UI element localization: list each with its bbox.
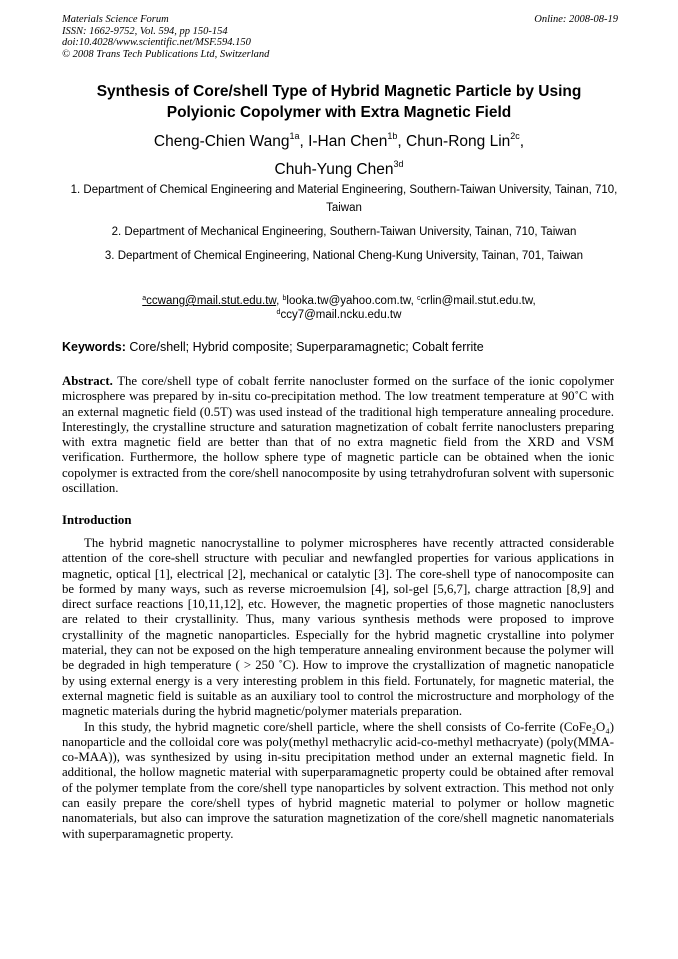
email-link[interactable]: $^a$ccwang@mail.stut.edu.tw: [142, 295, 277, 307]
online-date: Online: 2008-08-19: [534, 14, 618, 25]
paragraph: In this study, the hybrid magnetic core/shell particle, where the shell consists of Co-ferrite (CoFe₂O₄) nanoparticle and the colloidal core was poly(methyl methacrylic acid-co-methyl methacryate) (poly(MMA-co-MAA)), was synthesized by using in-situ precipitation method under an external magnetic field. In additional, the hollow magnetic material with superparamagnetic property could be obtained after removal of the polymer template from the core/shell type nanoparticles by solvent extraction. This method not only can easily prepare the core/shell types of hybrid magnetic material to polymer or hollow magnetic nanomaterials, but also can improve the saturation magnetization of the core/shell magnetic nanomaterials with superparamagnetic property.: [62, 719, 614, 841]
title-line-1: Synthesis of Core/shell Type of Hybrid Magnetic Particle by Using: [96, 83, 582, 100]
section-heading-introduction: Introduction: [62, 513, 132, 527]
journal-name: Materials Science Forum: [62, 14, 169, 25]
email-sup: d: [276, 309, 281, 316]
email-link[interactable]: looka.tw@yahoo.com.tw: [286, 295, 411, 307]
paragraph: The hybrid magnetic nanocrystalline to polymer microspheres have recently attracted considerable attention of the core-shell structure with peculiar and newfangled properties for various applications in magnetic, optical [1], electrical [2], mechanical or catalytic [3]. The core-shell type of nanocomposite can be formed by many ways, such as reverse microemulsion [4], sol-gel [5,6,7], charge attraction [8,9] and direct surface reactions [10,11,12], etc. However, the magnetic properties of those magnetic nanoclusters are related to their crystallinity. Thus, many various synthesis methods were proposed to improve crystallinity of the magnetic nanoparticles. Especially for the hybrid magnetic crystalline into polymer material, they can not be exposed on the high temperature annealing environment because the polymer will be degraded in high temperature ( > 250 ˚C). How to improve the crystallization of magnetic nanopaticle by using external energy is a very interesting problem in this field. Fortunately, for magnetic material, the external magnetic field is suitable as an auxiliary tool to control the microstructure and morphology of the magnetic materials during the hybrid magnetic/polymer materials preparation.: [62, 536, 614, 719]
introduction-body: [62, 536, 614, 842]
email-link[interactable]: crlin@mail.stut.edu.tw: [420, 295, 533, 307]
email-sup: c: [416, 295, 421, 302]
keywords-text: Core/shell; Hybrid composite; Superparamagnetic; Cobalt ferrite: [129, 340, 484, 354]
keywords: [62, 340, 484, 354]
paper-title: [40, 81, 638, 123]
author-list: Cheng-Chien Wang$^{1a}$, I-Han Chen$^{1b}$, Chun-Rong Lin$^{2c}$, Chuh-Yung Chen$^{3d}$: [153, 131, 525, 178]
journal-header: [62, 14, 269, 60]
author-sup: 1a: [289, 131, 300, 141]
author-sup: 1b: [387, 131, 398, 141]
copyright: © 2008 Trans Tech Publications Ltd, Switzerland: [62, 48, 270, 60]
affiliation: 1. Department of Chemical Engineering and Material Engineering, Southern-Taiwan University, Tainan, 710, Taiwan: [70, 184, 618, 214]
abstract-text: The core/shell type of cobalt ferrite nanocluster formed on the surface of the ionic copolymer microsphere was prepared by in-situ co-precipitation method. The low treatment temperature at 90˚C with an external magnetic field (0.5T) was used instead of the traditional high temperature annealing procedure. Interestingly, the crystalline structure and saturation magnetization of cobalt ferrite nanoclusters preparing with extra magnetic field are better than that of no extra magnetic field from the XRD and VSM verification. Furthermore, the hollow sphere type of magnetic particle can be obtained when the ionic copolymer is extracted from the core/shell nanocomposite by using tetrahydrofuran solvent with supersonic oscillation.: [62, 374, 615, 496]
author-name: Chun-Rong Lin: [406, 133, 511, 150]
email-link[interactable]: ccy7@mail.ncku.edu.tw: [280, 309, 402, 321]
email-sup: b: [282, 295, 287, 302]
affiliation: 3. Department of Chemical Engineering, National Cheng-Kung University, Tainan, 701, Taiwan: [104, 250, 584, 262]
abstract: [62, 374, 614, 496]
author-sup: 3d: [393, 159, 404, 169]
email-list: $^a$ccwang@mail.stut.edu.tw, $^b$looka.tw@yahoo.com.tw, $^c$crlin@mail.stut.edu.tw, $^d$ccy7@mail.ncku.edu.tw: [142, 295, 536, 321]
doi: doi:10.4028/www.scientific.net/MSF.594.150: [62, 37, 251, 48]
abstract-label: Abstract.: [62, 374, 113, 388]
author-name: Chuh-Yung Chen: [274, 161, 394, 178]
affiliations: [64, 181, 624, 271]
author-name: Cheng-Chien Wang: [153, 133, 290, 150]
issn: ISSN: 1662-9752, Vol. 594, pp 150-154: [62, 25, 228, 37]
title-line-2: Polyionic Copolymer with Extra Magnetic Field: [166, 104, 512, 121]
author-sup: 2c: [510, 131, 520, 141]
affiliation: 2. Department of Mechanical Engineering, Southern-Taiwan University, Tainan, 710, Taiwan: [111, 226, 577, 238]
keywords-label: Keywords:: [62, 340, 126, 354]
author-name: I-Han Chen: [308, 133, 388, 150]
